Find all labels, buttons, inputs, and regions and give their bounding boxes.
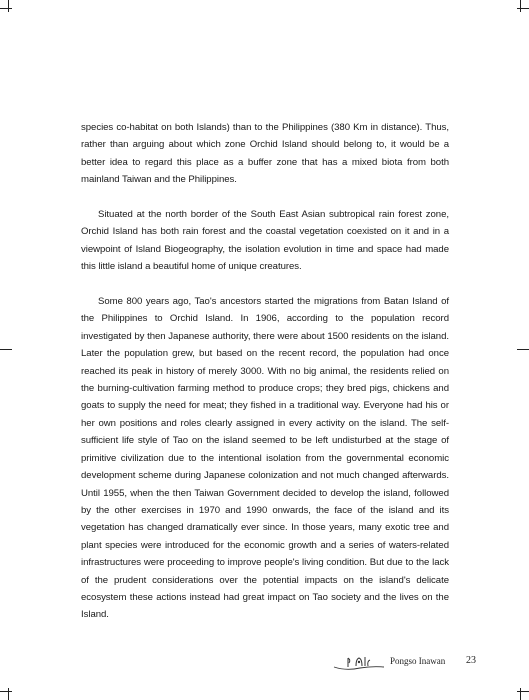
boat-logo-icon bbox=[332, 654, 386, 672]
page-footer bbox=[332, 654, 492, 674]
crop-mark bbox=[0, 8, 12, 9]
paragraph: species co-habitat on both Islands) than to the Philippines (380 Km in distance). Thus, rather than arguing about which zone Orchid Island should belong to, it would be a better idea to regard this place as a buffer zone that has a mixed biota from both mainland Taiwan and the Philippines. bbox=[81, 122, 449, 186]
crop-mark bbox=[517, 349, 529, 350]
crop-mark bbox=[517, 691, 529, 692]
crop-mark bbox=[8, 688, 9, 700]
paragraph: Some 800 years ago, Tao's ancestors started the migrations from Batan Island of the Philippines to Orchid Island. In 1906, according to the population record investigated by then Japanese authority, there were about 1500 residents on the island. Later the population grew, but based on the recent record, the population had once reached its peak in history of merely 3000. With no big animal, the residents relied on the burning-cultivation farming method to produce crops; they bred pigs, chickens and goats to supply the need for meat; they fished in a traditional way. Everyone had his or her own positions and roles clearly assigned in every activity on the island. The self-sufficient life style of Tao on the island seemed to be left undisturbed at the stage of primitive civilization due to the intentional isolation from the governmental economic development scheme during Japanese colonization and not much changed afterwards. Until 1955, when the then Taiwan Government decided to develop the island, followed by the other exercises in 1970 and 1990 onwards, the face of the island and its vegetation has changed dramatically ever since. In those years, many exotic tree and plant species were introduced for the economic growth and a series of waters-related infrastructures were proceeding to improve people's living condition. But due to the lack of the prudent considerations over the potential impacts on the island's delicate ecosystem these actions instead had great impact on Tao society and the lives on the Island. bbox=[81, 296, 449, 621]
page-number: 23 bbox=[466, 655, 476, 666]
crop-mark bbox=[8, 0, 9, 12]
body-text bbox=[81, 119, 449, 641]
paragraph: Situated at the north border of the South East Asian subtropical rain forest zone, Orchid Island has both rain forest and the coastal vegetation coexisted on it and in a viewpoint of Island Biogeography, the isolation evolution in time and space had made this little island a beautiful home of unique creatures. bbox=[81, 209, 449, 273]
crop-mark bbox=[520, 0, 521, 12]
crop-mark bbox=[517, 8, 529, 9]
crop-mark bbox=[0, 691, 12, 692]
crop-mark bbox=[520, 688, 521, 700]
book-title: Pongso Inawan bbox=[390, 656, 446, 666]
crop-mark bbox=[0, 349, 12, 350]
